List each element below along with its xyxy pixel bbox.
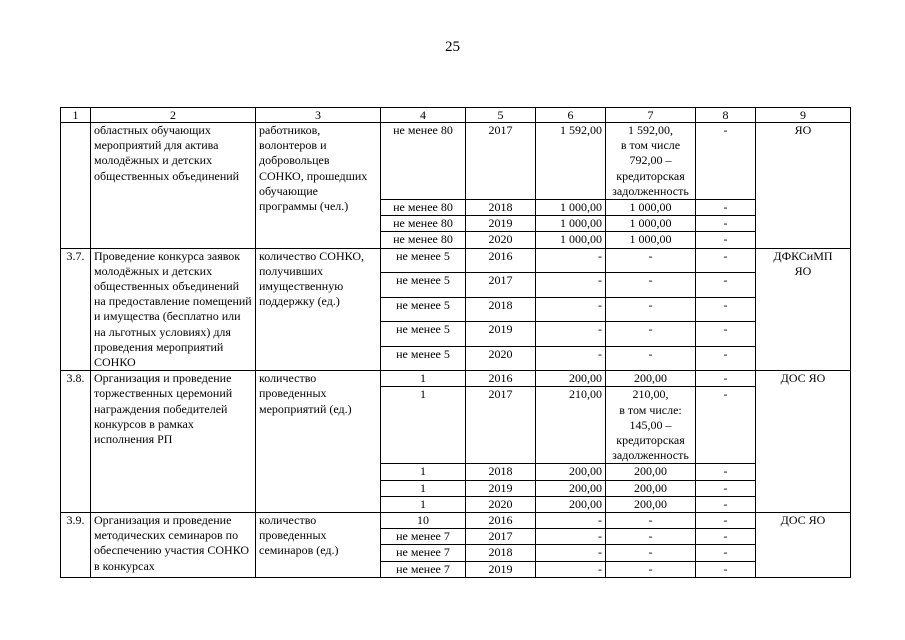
header-row (61, 108, 851, 123)
funding-amount: 200,00 (536, 480, 606, 496)
column-8-value: - (696, 123, 756, 200)
year: 2020 (466, 232, 536, 248)
funding-total: 1 592,00, в том числе 792,00 – кредиторская задолженность (606, 123, 696, 200)
column-8-value: - (696, 529, 756, 545)
funding-amount: - (536, 273, 606, 298)
target-value: не менее 80 (381, 123, 466, 200)
target-value: 1 (381, 371, 466, 387)
table-row (61, 371, 851, 387)
funding-total: 1 000,00 (606, 216, 696, 232)
column-header: 1 (61, 108, 91, 123)
funding-total: - (606, 513, 696, 529)
item-number: 3.8. (61, 371, 91, 513)
table-row (61, 248, 851, 273)
year: 2020 (466, 346, 536, 371)
funding-amount: 210,00 (536, 387, 606, 464)
funding-amount: - (536, 297, 606, 322)
column-8-value: - (696, 200, 756, 216)
column-8-value: - (696, 480, 756, 496)
executor: ЯО (756, 123, 851, 249)
year: 2018 (466, 297, 536, 322)
funding-amount: 1 592,00 (536, 123, 606, 200)
executor: ДФКСиМП ЯО (756, 248, 851, 371)
executor: ДОС ЯО (756, 513, 851, 578)
funding-total: 210,00, в том числе: 145,00 – кредиторская задолженность (606, 387, 696, 464)
funding-total: - (606, 273, 696, 298)
table-row (61, 513, 851, 529)
target-value: не менее 5 (381, 297, 466, 322)
item-number (61, 123, 91, 249)
year: 2016 (466, 248, 536, 273)
target-value: не менее 80 (381, 232, 466, 248)
year: 2019 (466, 216, 536, 232)
column-header: 6 (536, 108, 606, 123)
funding-total: - (606, 529, 696, 545)
funding-total: - (606, 545, 696, 561)
target-value: 10 (381, 513, 466, 529)
target-value: не менее 80 (381, 216, 466, 232)
target-value: 1 (381, 496, 466, 512)
funding-total: - (606, 322, 696, 347)
year: 2019 (466, 322, 536, 347)
column-header: 7 (606, 108, 696, 123)
funding-total: - (606, 248, 696, 273)
year: 2017 (466, 123, 536, 200)
funding-total: - (606, 561, 696, 577)
funding-amount: 200,00 (536, 371, 606, 387)
target-value: не менее 5 (381, 322, 466, 347)
funding-total: - (606, 346, 696, 371)
column-header: 9 (756, 108, 851, 123)
funding-amount: 1 000,00 (536, 232, 606, 248)
year: 2016 (466, 371, 536, 387)
year: 2019 (466, 480, 536, 496)
column-header: 4 (381, 108, 466, 123)
target-value: не менее 5 (381, 248, 466, 273)
target-value: 1 (381, 480, 466, 496)
column-8-value: - (696, 371, 756, 387)
column-8-value: - (696, 561, 756, 577)
activity-name: Организация и проведение методических семинаров по обеспечению участия СОНКО в конкурсах (91, 513, 256, 578)
target-value: не менее 80 (381, 200, 466, 216)
funding-total: 200,00 (606, 371, 696, 387)
column-header: 5 (466, 108, 536, 123)
indicator: количество проведенных семинаров (ед.) (256, 513, 381, 578)
column-header: 3 (256, 108, 381, 123)
column-8-value: - (696, 322, 756, 347)
target-value: не менее 7 (381, 561, 466, 577)
column-header: 8 (696, 108, 756, 123)
year: 2018 (466, 545, 536, 561)
funding-total: - (606, 297, 696, 322)
year: 2016 (466, 513, 536, 529)
target-value: не менее 5 (381, 273, 466, 298)
indicator: количество СОНКО, получивших имущественную поддержку (ед.) (256, 248, 381, 371)
funding-amount: 200,00 (536, 464, 606, 480)
target-value: не менее 5 (381, 346, 466, 371)
indicator: количество проведенных мероприятий (ед.) (256, 371, 381, 513)
funding-amount: - (536, 561, 606, 577)
column-8-value: - (696, 464, 756, 480)
target-value: не менее 7 (381, 529, 466, 545)
column-8-value: - (696, 232, 756, 248)
page-number: 25 (445, 39, 460, 55)
funding-amount: 1 000,00 (536, 200, 606, 216)
column-8-value: - (696, 513, 756, 529)
column-8-value: - (696, 216, 756, 232)
item-number: 3.9. (61, 513, 91, 578)
item-number: 3.7. (61, 248, 91, 371)
funding-amount: - (536, 346, 606, 371)
column-8-value: - (696, 346, 756, 371)
target-value: 1 (381, 464, 466, 480)
funding-amount: - (536, 513, 606, 529)
activity-name: Организация и проведение торжественных церемоний награждения победителей конкурсов в рамках исполнения РП (91, 371, 256, 513)
column-8-value: - (696, 248, 756, 273)
column-8-value: - (696, 545, 756, 561)
activity-name: Проведение конкурса заявок молодёжных и детских общественных объединений на предоставление помещений и имущества (бесплатно или на льготных условиях) для проведения мероприятий СОНКО (91, 248, 256, 371)
year: 2019 (466, 561, 536, 577)
year: 2020 (466, 496, 536, 512)
funding-amount: - (536, 529, 606, 545)
column-8-value: - (696, 387, 756, 464)
target-value: 1 (381, 387, 466, 464)
funding-total: 1 000,00 (606, 200, 696, 216)
indicator: работников, волонтеров и добровольцев СОНКО, прошедших обучающие программы (чел.) (256, 123, 381, 249)
table-row (61, 123, 851, 200)
year: 2017 (466, 529, 536, 545)
column-8-value: - (696, 496, 756, 512)
column-8-value: - (696, 297, 756, 322)
funding-total: 200,00 (606, 496, 696, 512)
year: 2017 (466, 387, 536, 464)
program-activities-table (60, 107, 851, 578)
funding-amount: - (536, 545, 606, 561)
funding-amount: - (536, 322, 606, 347)
year: 2018 (466, 464, 536, 480)
year: 2018 (466, 200, 536, 216)
activity-name: областных обучающих мероприятий для актива молодёжных и детских общественных объединений (91, 123, 256, 249)
target-value: не менее 7 (381, 545, 466, 561)
column-8-value: - (696, 273, 756, 298)
funding-amount: - (536, 248, 606, 273)
funding-total: 1 000,00 (606, 232, 696, 248)
funding-amount: 200,00 (536, 496, 606, 512)
funding-total: 200,00 (606, 464, 696, 480)
executor: ДОС ЯО (756, 371, 851, 513)
column-header: 2 (91, 108, 256, 123)
year: 2017 (466, 273, 536, 298)
funding-amount: 1 000,00 (536, 216, 606, 232)
funding-total: 200,00 (606, 480, 696, 496)
